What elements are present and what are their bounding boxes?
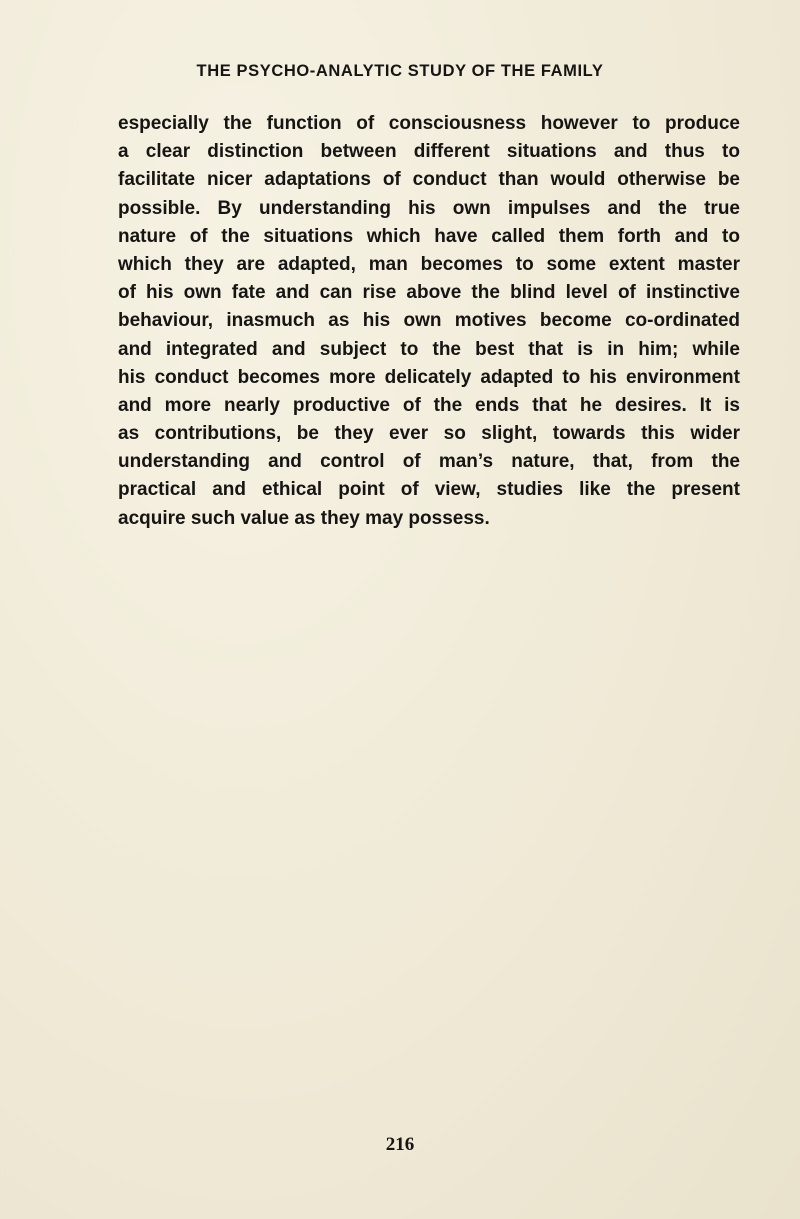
text-line: his conduct becomes more delicately adapted to his environment xyxy=(118,366,740,388)
text-line: acquire such value as they may possess. xyxy=(118,507,490,529)
text-line: and integrated and subject to the best that is in him; while xyxy=(118,338,740,360)
text-line: as contributions, be they ever so slight, towards this wider xyxy=(118,423,740,445)
text-line: nature of the situations which have called them forth and to xyxy=(118,225,740,247)
text-line: which they are adapted, man becomes to some extent master xyxy=(118,253,740,275)
text-line: especially the function of consciousness however to produce xyxy=(118,113,740,134)
text-line: a clear distinction between different situations and thus to xyxy=(118,141,740,163)
text-line: behaviour, inasmuch as his own motives become co-ordinated xyxy=(118,310,740,332)
text-line: possible. By understanding his own impulses and the true xyxy=(118,197,740,219)
body-paragraph xyxy=(118,110,740,533)
text-line: of his own fate and can rise above the blind level of instinctive xyxy=(118,282,740,304)
text-line: and more nearly productive of the ends that he desires. It is xyxy=(118,394,740,416)
text-line: understanding and control of man’s nature, that, from the xyxy=(118,451,740,473)
running-head: THE PSYCHO-ANALYTIC STUDY OF THE FAMILY xyxy=(196,62,604,80)
text-line: practical and ethical point of view, studies like the present xyxy=(118,479,740,501)
text-line: facilitate nicer adaptations of conduct than would otherwise be xyxy=(118,169,740,191)
page-number: 216 xyxy=(385,1134,415,1155)
